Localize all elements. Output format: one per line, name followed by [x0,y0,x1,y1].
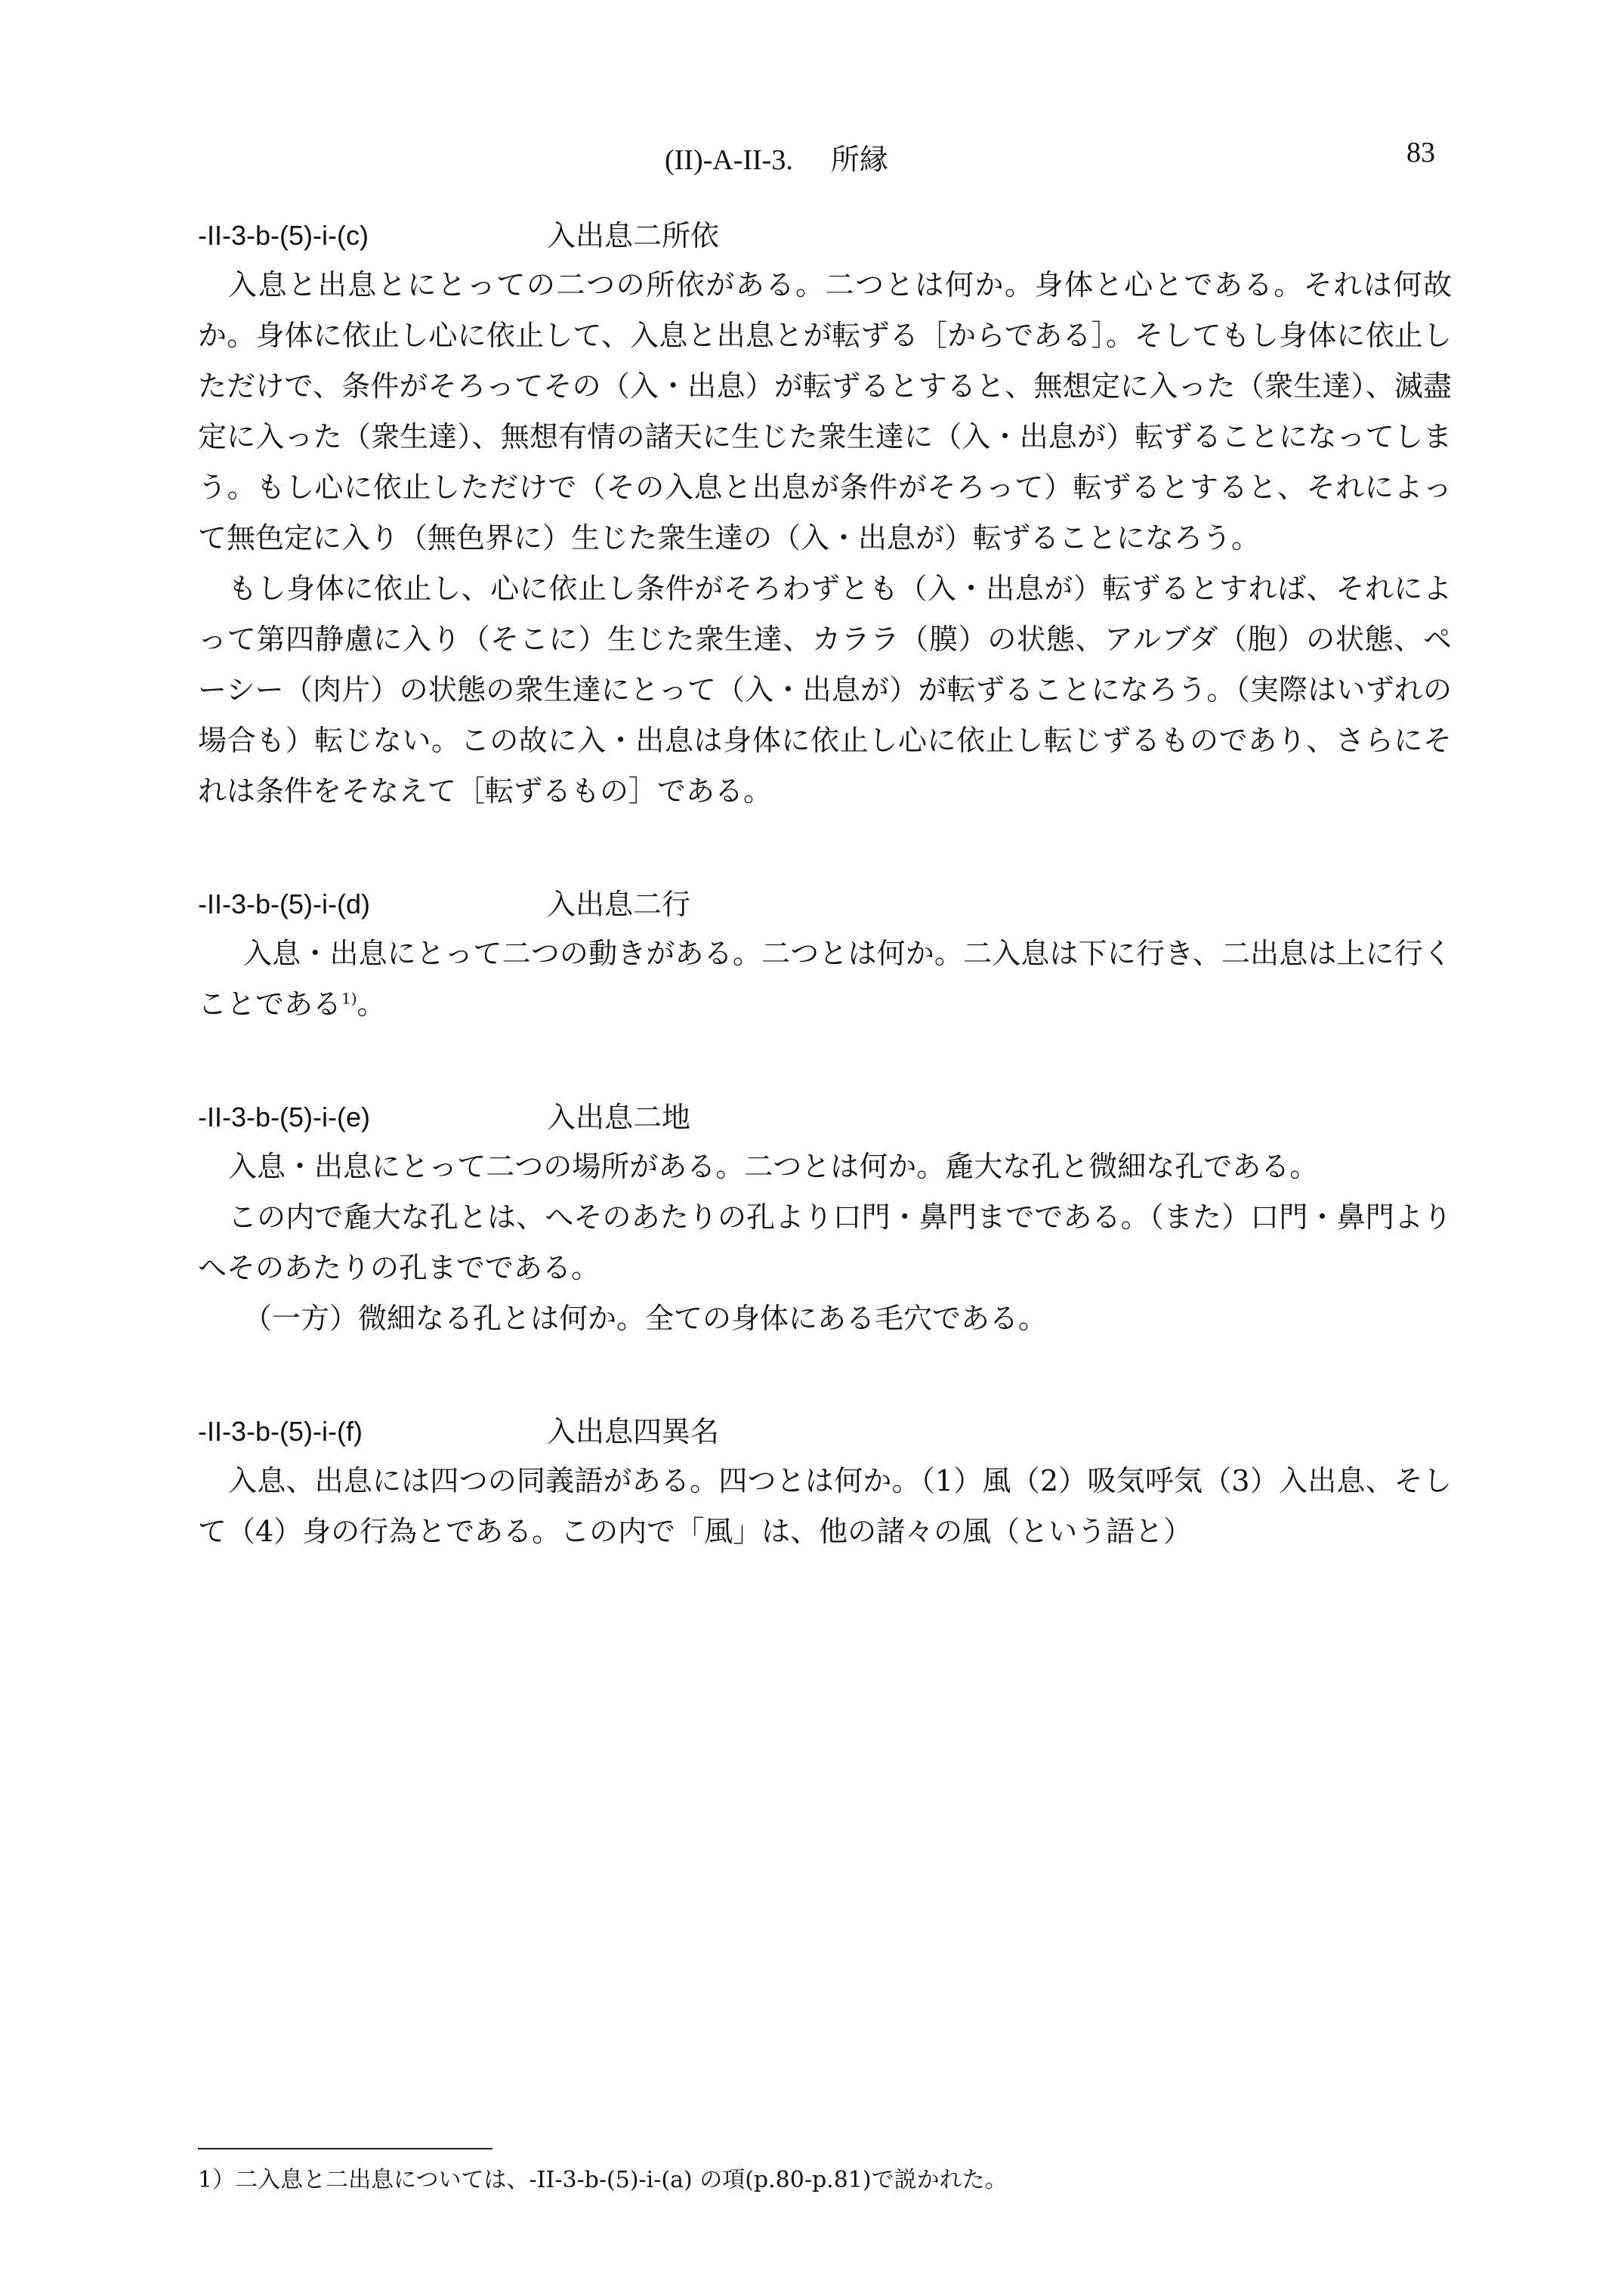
page-body [198,212,1452,1557]
section-d [198,880,1452,1030]
section-e [198,1093,1452,1344]
running-header-title [665,136,888,178]
section-heading [198,880,1452,929]
header-section-name: 所縁 [830,144,888,176]
footnote-divider [198,2148,492,2149]
section-f [198,1408,1452,1557]
section-heading [198,212,1452,260]
section-title: 入出息二地 [547,1101,691,1134]
section-c [198,212,1452,817]
paragraph: 入息・出息にとって二つの場所がある。二つとは何か。麁大な孔と微細な孔である。 [228,1150,1319,1183]
paragraph: この内で麁大な孔とは、へそのあたりの孔より口門・鼻門までである。（また）口門・鼻門よりへそのあたりの孔までである。 [198,1201,1452,1284]
paragraph: （一方）微細なる孔とは何か。全ての身体にある毛穴である。 [243,1302,1048,1335]
section-code: -II-3-b-(5)-i-(f) [198,1416,363,1447]
section-code: -II-3-b-(5)-i-(d) [198,888,370,919]
section-title: 入出息二所依 [547,219,720,252]
section-title: 入出息二行 [547,888,691,921]
header-section-ref: (II)-A-II-3. [665,144,793,176]
page-number: 83 [1406,137,1435,168]
section-title: 入出息四異名 [547,1415,720,1448]
footnote-reference[interactable]: 1) [341,989,357,1008]
section-code: -II-3-b-(5)-i-(c) [198,220,369,251]
running-header [0,136,1624,181]
section-code: -II-3-b-(5)-i-(e) [198,1102,370,1133]
footnote: 1）二入息と二出息については、-II-3-b-(5)-i-(a) の項(p.80-p.81)で説かれた。 [198,2167,1008,2193]
section-heading [198,1093,1452,1142]
paragraph: 入息、出息には四つの同義語がある。四つとは何か。（1）風（2）吸気呼気（3）入出息、そして（4）身の行為とである。この内で「風」は、他の諸々の風（という語と） [198,1464,1452,1548]
paragraph: 入息と出息とにとっての二つの所依がある。二つとは何か。身体と心とである。それは何故か。身体に依止し心に依止して、入息と出息とが転ずる［からである］。そしてもし身体に依止しただけで、条件がそろってその（入・出息）が転ずるとすると、無想定に入った（衆生達）、滅盡定に入った（衆生達）、無想有情の諸天に生じた衆生達に（入・出息が）転ずることになってしまう。もし心に依止しただけで（その入息と出息が条件がそろって）転ずるとすると、それによって無色定に入り（無色界に）生じた衆生達の（入・出息が）転ずることになろう。 [198,268,1452,555]
paragraph [198,929,1452,1030]
section-heading [198,1408,1452,1456]
paragraph-text: 入息・出息にとって二つの動きがある。二つとは何か。二入息は下に行き、二出息は上に行くことである [198,937,1452,1021]
paragraph-tail: 。 [357,987,386,1021]
paragraph: もし身体に依止し、心に依止し条件がそろわずとも（入・出息が）転ずるとすれば、それによって第四静慮に入り（そこに）生じた衆生達、カララ（膜）の状態、アルブダ（胞）の状態、ペーシー（肉片）の状態の衆生達にとって（入・出息が）が転ずることになろう。（実際はいずれの場合も）転じない。この故に入・出息は身体に依止し心に依止し転じずるものであり、さらにそれは条件をそなえて［転ずるもの］である。 [198,572,1452,808]
